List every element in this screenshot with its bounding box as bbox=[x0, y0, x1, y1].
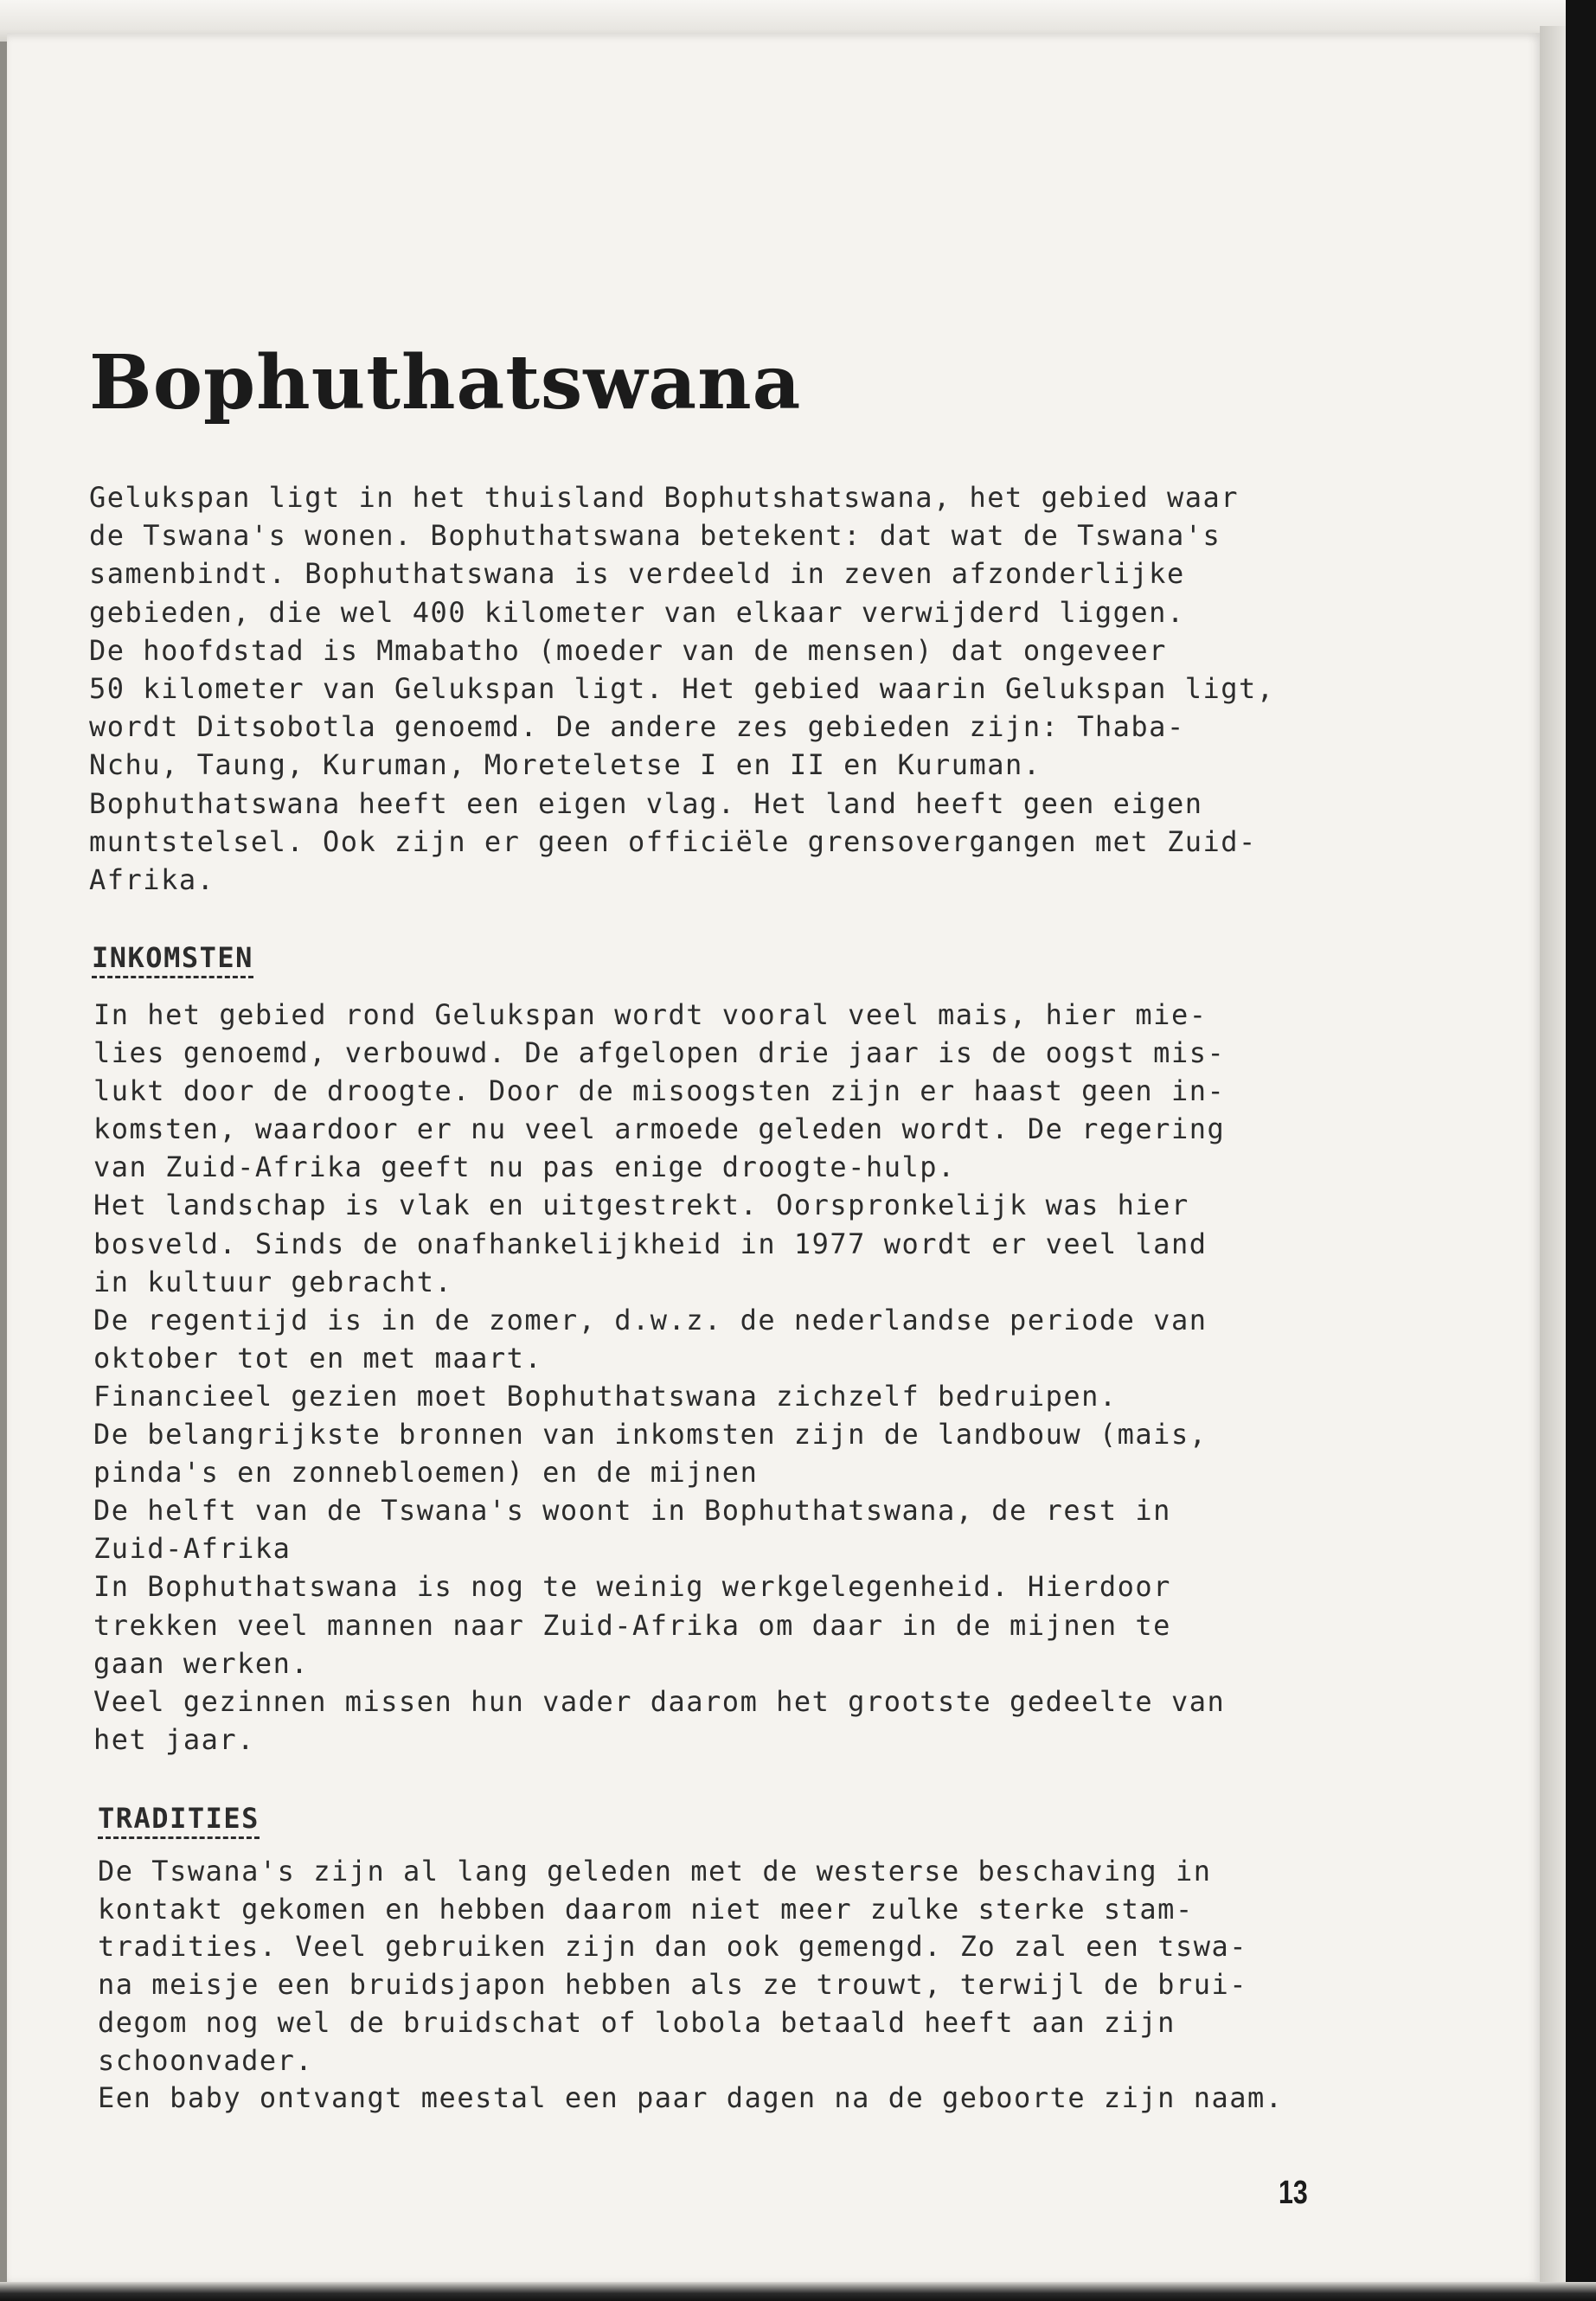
section-text-tradities: De Tswana's zijn al lang geleden met de westerse beschaving in kontakt gekomen en hebben daarom niet meer zulke sterke stam- tradities. Veel gebruiken zijn dan ook gemengd. Zo zal een tswa- na meisje een bruidsjapon hebben als ze trouwt, terwijl de brui- degom nog wel de bruidschat of lobola betaald heeft aan zijn schoonvader. Een baby ontvangt meestal een paar dagen na de geboorte zijn naam. bbox=[98, 1855, 1284, 2115]
intro-paragraph: Gelukspan ligt in het thuisland Bophutshatswana, het gebied waar de Tswana's wonen. Bophuthatswana betekent: dat wat de Tswana's samenbindt. Bophuthatswana is verdeeld in zeven afzonderlijke gebieden, die wel 400 kilometer van elkaar verwijderd liggen. De hoofdstad is Mmabatho (moeder van de mensen) dat ongeveer 50 kilometer van Gelukspan ligt. Het gebied waarin Gelukspan ligt, wordt Ditsobotla genoemd. De andere zes gebieden zijn: Thaba- Nchu, Taung, Kuruman, Moreteletse I en II en Kuruman. Bophuthatswana heeft een eigen vlag. Het land heeft geen eigen muntstelsel. Ook zijn er geen officiële grensovergangen met Zuid- Afrika. bbox=[89, 481, 1275, 897]
book-bottom-edge bbox=[0, 2282, 1596, 2301]
page-gutter-shadow bbox=[1540, 26, 1566, 2292]
paper-sheet bbox=[7, 33, 1540, 2282]
section-text-inkomsten: In het gebied rond Gelukspan wordt vooral veel mais, hier mie- lies genoemd, verbouwd. De afgelopen drie jaar is de oogst mis- lukt door de droogte. Door de misoogsten zijn er haast geen in- komsten, waardoor er nu veel armoede geleden wordt. De regering van Zuid-Afrika geeft nu pas enige droogte-hulp. Het landschap is vlak en uitgestrekt. Oorspronkelijk was hier bosveld. Sinds de onafhankelijkheid in 1977 wordt er veel land in kultuur gebracht. De regentijd is in de zomer, d.w.z. de nederlandse periode van oktober tot en met maart. Financieel gezien moet Bophuthatswana zichzelf bedruipen. De belangrijkste bronnen van inkomsten zijn de landbouw (mais, pinda's en zonnebloemen) en de mijnen De helft van de Tswana's woont in Bophuthatswana, de rest in Zuid-Afrika In Bophuthatswana is nog te weinig werkgelegenheid. Hierdoor trekken veel mannen naar Zuid-Afrika om daar in de mijnen te gaan werken. Veel gezinnen missen hun vader daarom het grootste gedeelte van het jaar. bbox=[93, 998, 1226, 1756]
page-title: Bophuthatswana bbox=[89, 339, 802, 426]
section-heading-tradities: TRADITIES bbox=[98, 1802, 260, 1839]
section-heading-inkomsten: INKOMSTEN bbox=[92, 941, 253, 978]
page-number: 13 bbox=[1279, 2175, 1308, 2211]
book-cover-edge bbox=[1566, 0, 1596, 2301]
